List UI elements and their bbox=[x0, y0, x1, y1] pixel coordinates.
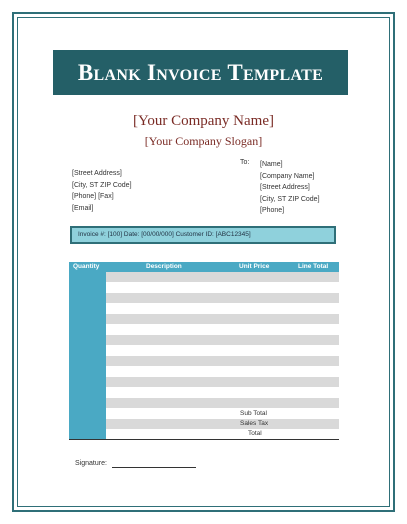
quantity-column[interactable] bbox=[69, 272, 106, 440]
signature-label: Signature: bbox=[75, 460, 107, 467]
company-slogan[interactable]: [Your Company Slogan] bbox=[144, 134, 263, 148]
table-row[interactable] bbox=[106, 367, 339, 377]
recipient-address bbox=[260, 159, 320, 217]
title-banner bbox=[53, 50, 348, 95]
table-row[interactable] bbox=[106, 409, 339, 419]
recipient-company[interactable]: [Company Name] bbox=[260, 172, 315, 180]
table-header bbox=[69, 262, 339, 272]
total-label: Total bbox=[248, 430, 262, 437]
table-row[interactable] bbox=[106, 335, 339, 345]
company-name[interactable]: [Your Company Name] bbox=[133, 113, 274, 129]
sender-street[interactable]: [Street Address] bbox=[72, 170, 122, 177]
page-title: Blank Invoice Template bbox=[77, 59, 324, 85]
invoice-info-bar[interactable]: Invoice #: [100] Date: [00/00/000] Customer ID: [ABC12345] bbox=[70, 226, 336, 244]
table-row[interactable] bbox=[106, 293, 339, 303]
table-row[interactable] bbox=[106, 325, 339, 335]
header-quantity: Quantity bbox=[73, 263, 100, 270]
table-row[interactable] bbox=[106, 419, 339, 429]
line-items-table bbox=[69, 262, 339, 440]
header-description: Description bbox=[146, 263, 182, 270]
sender-email[interactable]: [Email] bbox=[72, 204, 94, 212]
table-row[interactable] bbox=[106, 314, 339, 324]
table-row[interactable] bbox=[106, 388, 339, 398]
sales-tax-label: Sales Tax bbox=[240, 420, 269, 427]
sender-phone-fax[interactable]: [Phone] [Fax] bbox=[72, 193, 114, 200]
table-row[interactable] bbox=[106, 430, 339, 440]
to-label: To: bbox=[240, 159, 250, 166]
table-row[interactable] bbox=[106, 283, 339, 293]
table-row[interactable] bbox=[106, 356, 339, 366]
header-line-total: Line Total bbox=[298, 263, 329, 270]
sender-city[interactable]: [City, ST ZIP Code] bbox=[72, 181, 132, 189]
table-row[interactable] bbox=[106, 304, 339, 314]
table-row[interactable] bbox=[106, 377, 339, 387]
signature-line[interactable] bbox=[112, 467, 196, 468]
table-row[interactable] bbox=[106, 398, 339, 408]
subtotal-label: Sub Total bbox=[240, 410, 267, 417]
recipient-street[interactable]: [Street Address] bbox=[260, 184, 310, 191]
table-row[interactable] bbox=[106, 272, 339, 282]
recipient-city[interactable]: [City, ST ZIP Code] bbox=[260, 195, 320, 203]
recipient-name[interactable]: [Name] bbox=[260, 161, 283, 168]
table-bottom-rule bbox=[69, 439, 339, 440]
recipient-phone[interactable]: [Phone] bbox=[260, 207, 285, 214]
sender-address bbox=[72, 168, 132, 214]
header-unit-price: Unit Price bbox=[239, 263, 270, 270]
table-row[interactable] bbox=[106, 346, 339, 356]
